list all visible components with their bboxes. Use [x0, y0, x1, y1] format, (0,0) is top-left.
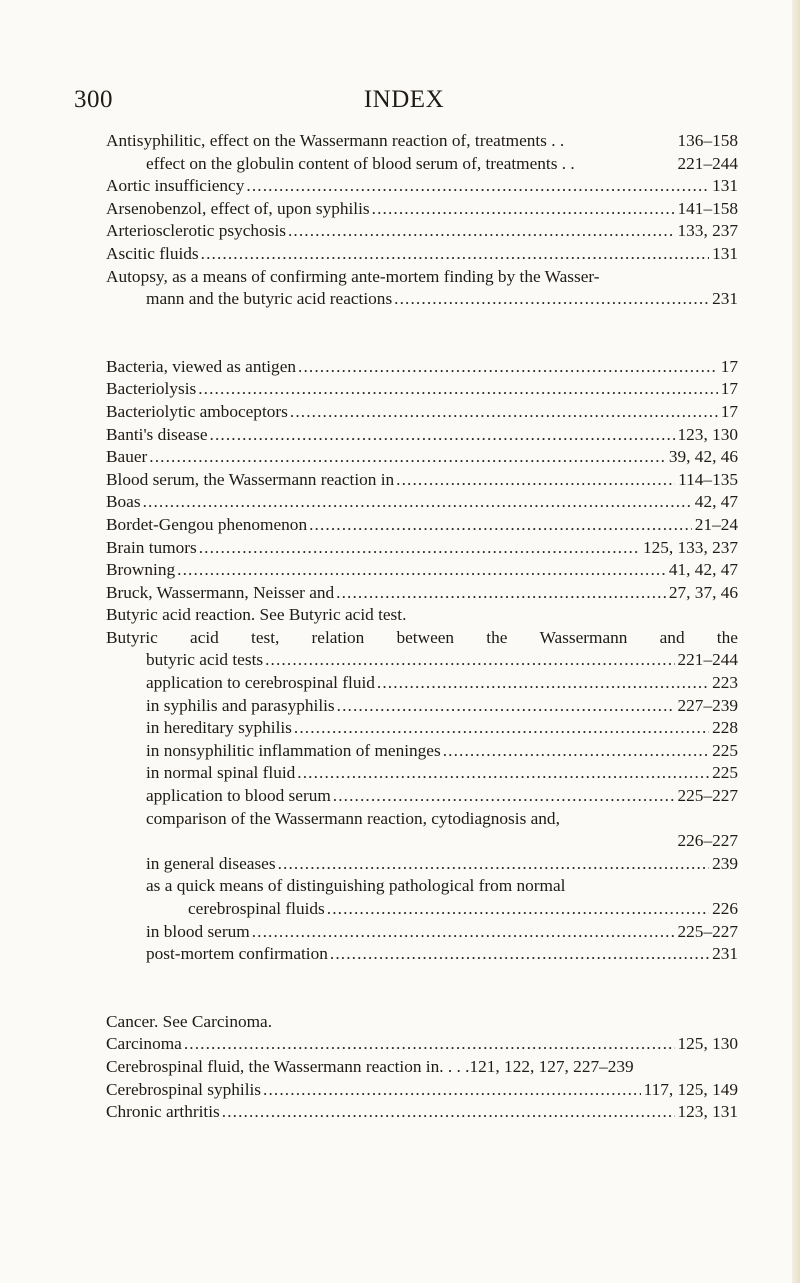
- index-entry: Ascitic fluids . . . 131: [106, 243, 738, 266]
- dot-leader: [327, 898, 709, 921]
- dot-leader: [443, 740, 709, 763]
- page-ref: 239: [712, 853, 738, 873]
- page-number: 300: [74, 86, 113, 113]
- index-entry: Bacteriolysis . . . 17: [106, 378, 738, 401]
- index-subentry: in syphilis and parasyphilis . . . 227–239: [106, 695, 738, 718]
- index-entry: Banti's disease . . . 123, 130: [106, 424, 738, 447]
- page-ref: 136–158: [677, 131, 738, 150]
- page-ref: 42, 47: [694, 492, 738, 512]
- index-cross-reference: Butyric acid reaction. See Butyric acid test.: [106, 605, 407, 625]
- dot-leader: [396, 469, 675, 492]
- dot-leader: [143, 491, 692, 514]
- index-subentry-continuation: cerebrospinal fluids . . . 226: [106, 898, 738, 921]
- index-entry: Browning . . . 41, 42, 47: [106, 559, 738, 582]
- dot-leader: [246, 175, 709, 198]
- index-subentry: butyric acid tests . . . 221–244: [106, 649, 738, 672]
- index-subentry: in general diseases . . . 239: [106, 853, 738, 876]
- index-subentry: application to blood serum . . . 225–227: [106, 785, 738, 808]
- index-subentry: as a quick means of distinguishing pathological from normal: [146, 876, 566, 896]
- index-entry: Aortic insufficiency . . . 131: [106, 175, 738, 198]
- dot-leader: [294, 717, 709, 740]
- index-entry: Bacteriolytic amboceptors . . . 17: [106, 401, 738, 424]
- page-title: INDEX: [363, 86, 445, 113]
- index-subentry: effect on the globulin content of blood serum of, treatments . . 221–244: [106, 153, 738, 176]
- dot-leader: [184, 1033, 675, 1056]
- dot-leader: [290, 401, 718, 424]
- index-entry: Bordet-Gengou phenomenon . . . 21–24: [106, 514, 738, 537]
- page-ref: 117, 125, 149: [643, 1079, 738, 1099]
- index-body: [106, 130, 738, 1124]
- index-subentry: in nonsyphilitic inflammation of meninges . . . 225: [106, 740, 738, 763]
- index-cross-reference: Cancer. See Carcinoma.: [106, 1011, 273, 1031]
- index-subentry: comparison of the Wassermann reaction, cytodiagnosis and,: [146, 808, 560, 828]
- page-ref: 125, 133, 237: [642, 537, 738, 557]
- dot-leader: [297, 762, 709, 785]
- index-subentry: in hereditary syphilis . . . 228: [106, 717, 738, 740]
- index-entry: Antisyphilitic, effect on the Wassermann reaction of, treatments . . 136–158: [106, 130, 738, 153]
- page-ref: 39, 42, 46: [668, 447, 738, 467]
- dot-leader: [278, 853, 710, 876]
- page-ref: 125, 130: [677, 1034, 738, 1054]
- dot-leader: [222, 1101, 675, 1124]
- page-ref: 221–244: [677, 650, 738, 670]
- page-ref: 17: [720, 401, 738, 421]
- dot-leader: [201, 243, 709, 266]
- page-ref: 17: [720, 356, 738, 376]
- index-entry: Arteriosclerotic psychosis . . . 133, 237: [106, 220, 738, 243]
- dot-leader: [309, 514, 692, 537]
- page-ref: 225–227: [677, 921, 738, 941]
- index-entry: Bauer . . . 39, 42, 46: [106, 446, 738, 469]
- index-entry: Cerebrospinal fluid, the Wassermann reaction in. . . .121, 122, 127, 227–239: [106, 1056, 634, 1076]
- page-ref: 141–158: [677, 198, 738, 218]
- page-ref: 225–227: [677, 786, 738, 806]
- page-ref: 21–24: [694, 514, 738, 534]
- dot-leader: [177, 559, 666, 582]
- page-ref: 133, 237: [677, 221, 738, 241]
- page-ref: 17: [720, 379, 738, 399]
- dot-leader: [265, 649, 674, 672]
- dot-leader: [337, 695, 675, 718]
- index-subentry: in blood serum . . . 225–227: [106, 921, 738, 944]
- page-ref: 131: [712, 243, 738, 263]
- index-subentry: application to cerebrospinal fluid . . . 223: [106, 672, 738, 695]
- index-entry: Cerebrospinal syphilis . . . 117, 125, 149: [106, 1079, 738, 1102]
- index-entry: Blood serum, the Wassermann reaction in . . . 114–135: [106, 469, 738, 492]
- page-ref: 228: [712, 718, 738, 738]
- dot-leader: [372, 198, 675, 221]
- index-section-a: [106, 130, 738, 311]
- dot-leader: [199, 537, 640, 560]
- index-section-c: [106, 1011, 738, 1124]
- dot-leader: [210, 424, 675, 447]
- dot-leader: [333, 785, 675, 808]
- dot-leader: [377, 672, 709, 695]
- index-entry: Butyric acid test, relation between the Wassermann and the: [106, 627, 738, 647]
- index-entry: Carcinoma . . . 125, 130: [106, 1033, 738, 1056]
- index-entry: Brain tumors . . . 125, 133, 237: [106, 537, 738, 560]
- page-ref: 225: [712, 740, 738, 760]
- dot-leader: [336, 582, 666, 605]
- page-ref: 227–239: [677, 695, 738, 715]
- index-subentry: in normal spinal fluid . . . 225: [106, 762, 738, 785]
- page-ref: 226–227: [677, 831, 738, 851]
- index-section-b: [106, 356, 738, 966]
- page-ref: 223: [712, 673, 738, 693]
- page-ref: 131: [712, 176, 738, 196]
- page-edge-shadow: [792, 0, 800, 1283]
- index-entry: Bacteria, viewed as antigen . . . 17: [106, 356, 738, 379]
- dot-leader: [330, 943, 709, 966]
- dot-leader: [198, 378, 717, 401]
- running-head: [74, 86, 734, 122]
- page-ref: 231: [712, 289, 738, 309]
- page-ref: 231: [712, 944, 738, 964]
- index-entry: Autopsy, as a means of confirming ante-mortem finding by the Wasser-: [106, 266, 600, 286]
- dot-leader: [394, 288, 709, 311]
- page-ref: 123, 130: [677, 424, 738, 444]
- index-entry: Arsenobenzol, effect of, upon syphilis . . . 141–158: [106, 198, 738, 221]
- page-ref: 27, 37, 46: [668, 582, 738, 602]
- dot-leader: [288, 220, 675, 243]
- dot-leader: [252, 921, 675, 944]
- page-ref: 114–135: [678, 469, 738, 489]
- page-ref: 221–244: [677, 153, 738, 173]
- index-entry: Bruck, Wassermann, Neisser and . . . 27, 37, 46: [106, 582, 738, 605]
- page-ref: 226: [712, 899, 738, 918]
- index-entry-continuation: mann and the butyric acid reactions . . . 231: [106, 288, 738, 311]
- index-entry: Chronic arthritis . . . 123, 131: [106, 1101, 738, 1124]
- index-subentry: post-mortem confirmation . . . 231: [106, 943, 738, 966]
- dot-leader: [149, 446, 666, 469]
- page-ref: 41, 42, 47: [668, 560, 738, 580]
- index-entry: Boas . . . 42, 47: [106, 491, 738, 514]
- dot-leader: [298, 356, 718, 379]
- dot-leader: [263, 1079, 641, 1102]
- page-ref: 123, 131: [677, 1102, 738, 1122]
- page-ref: 225: [712, 763, 738, 783]
